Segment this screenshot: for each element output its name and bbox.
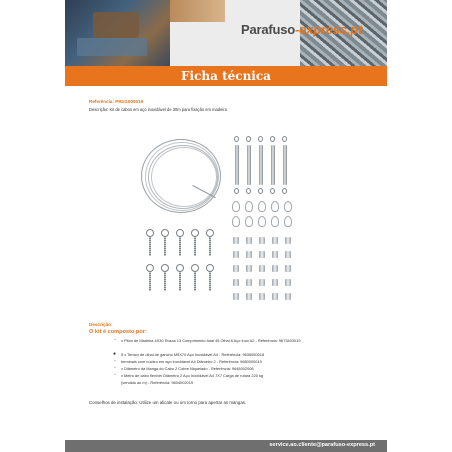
sleeve-image — [233, 265, 239, 272]
sleeve-image — [272, 251, 278, 258]
list-bullet: ◦ — [114, 358, 116, 364]
hands-photo — [170, 0, 225, 22]
list-item: terminais com núcleo em aço inoxidável A4 Diâmetro 2 - Referência: 9680000019 — [121, 359, 262, 364]
kit-heading: Descrição: — [89, 322, 113, 327]
footer-email[interactable]: service.ao.cliente@parafuso-express.pt — [269, 442, 375, 448]
sleeve-image — [272, 293, 278, 300]
turnbuckle-image — [270, 136, 275, 194]
thimble-image — [232, 201, 240, 212]
list-item: x Piton de Madeira 4X30 Rosca 13 Comprimento total 45 Olhal 8 Aço Inox A2 - Referência: 9673403019 — [121, 338, 301, 343]
list-item: x Metro de cabo flexível Diâmetro 2 Aço Inoxidável A4 7X7 Carga de rutura 220 kg — [121, 373, 264, 378]
thimble-image — [258, 216, 266, 227]
sleeve-image — [259, 293, 265, 300]
list-bullet: ◦ — [114, 337, 116, 343]
sleeve-image — [285, 237, 291, 244]
eye-screw-image — [191, 229, 199, 257]
eye-screw-image — [161, 264, 169, 292]
product-reference: Referência: PR1G000019 — [89, 99, 144, 104]
sleeve-image — [285, 293, 291, 300]
sleeve-image — [285, 279, 291, 286]
thimble-image — [258, 201, 266, 212]
section-banner: Ficha técnica — [65, 66, 387, 86]
sleeve-image — [246, 237, 252, 244]
eye-screw-image — [161, 229, 169, 257]
sleeve-image — [259, 251, 265, 258]
sleeve-image — [285, 251, 291, 258]
list-item: 5 x Tensor de olhal de gancho M5X70 Aço Inoxidável A4 - Referência: 9635050018 — [121, 352, 265, 357]
sleeve-image — [272, 279, 278, 286]
thimble-image — [232, 216, 240, 227]
turnbuckle-image — [234, 136, 239, 194]
thimble-image — [245, 216, 253, 227]
eye-screw-image — [191, 264, 199, 292]
eye-screw-image — [176, 229, 184, 257]
list-bullet: ◦ — [114, 372, 116, 378]
sleeve-image — [246, 293, 252, 300]
sleeve-image — [233, 279, 239, 286]
eye-screw-image — [146, 264, 154, 292]
sleeve-image — [233, 293, 239, 300]
turnbuckle-image — [258, 136, 263, 194]
thimble-image — [284, 201, 292, 212]
list-bullet: ● — [113, 351, 117, 357]
kit-subheading: O kit é composto por: — [89, 329, 147, 335]
thimble-image — [271, 201, 279, 212]
logo-brand: Parafuso — [241, 22, 296, 37]
sleeve-image — [233, 237, 239, 244]
list-item: (vendido ao m) - Referência: 9804002019 — [121, 380, 194, 385]
eye-screw-image — [176, 264, 184, 292]
list-bullet: ◦ — [114, 365, 116, 371]
sleeve-image — [233, 251, 239, 258]
sleeve-image — [246, 279, 252, 286]
toolbox-photo-detail — [77, 38, 147, 56]
sleeve-image — [259, 279, 265, 286]
installation-tips: Conselhos de instalação: Utilize um alicate ou um torno para apertar as mangas. — [89, 400, 247, 405]
thimble-image — [284, 216, 292, 227]
sleeve-image — [259, 237, 265, 244]
turnbuckle-image — [246, 136, 251, 194]
sleeve-image — [246, 265, 252, 272]
turnbuckle-image — [282, 136, 287, 194]
sleeve-image — [259, 265, 265, 272]
sleeve-image — [246, 251, 252, 258]
brand-logo — [241, 22, 362, 37]
sleeve-image — [272, 265, 278, 272]
sleeve-image — [285, 265, 291, 272]
logo-suffix: -express.pt — [295, 22, 363, 37]
thimble-image — [245, 201, 253, 212]
product-description: Descrição: Kit de cabos em aço inoxidável de 30m para fixação em madeira — [89, 107, 227, 112]
list-item: x Diâmetro da Manga do Cabo 2 Cobre Niquelado - Referência: 9648002008 — [121, 366, 254, 371]
header-photo-strip — [65, 0, 387, 66]
sleeve-image — [272, 237, 278, 244]
eye-screw-image — [206, 264, 214, 292]
thimble-image — [271, 216, 279, 227]
cable-coil-image — [139, 137, 225, 215]
eye-screw-image — [206, 229, 214, 257]
toolbox-photo-detail — [93, 12, 139, 38]
eye-screw-image — [146, 229, 154, 257]
footer-bar — [65, 440, 387, 452]
